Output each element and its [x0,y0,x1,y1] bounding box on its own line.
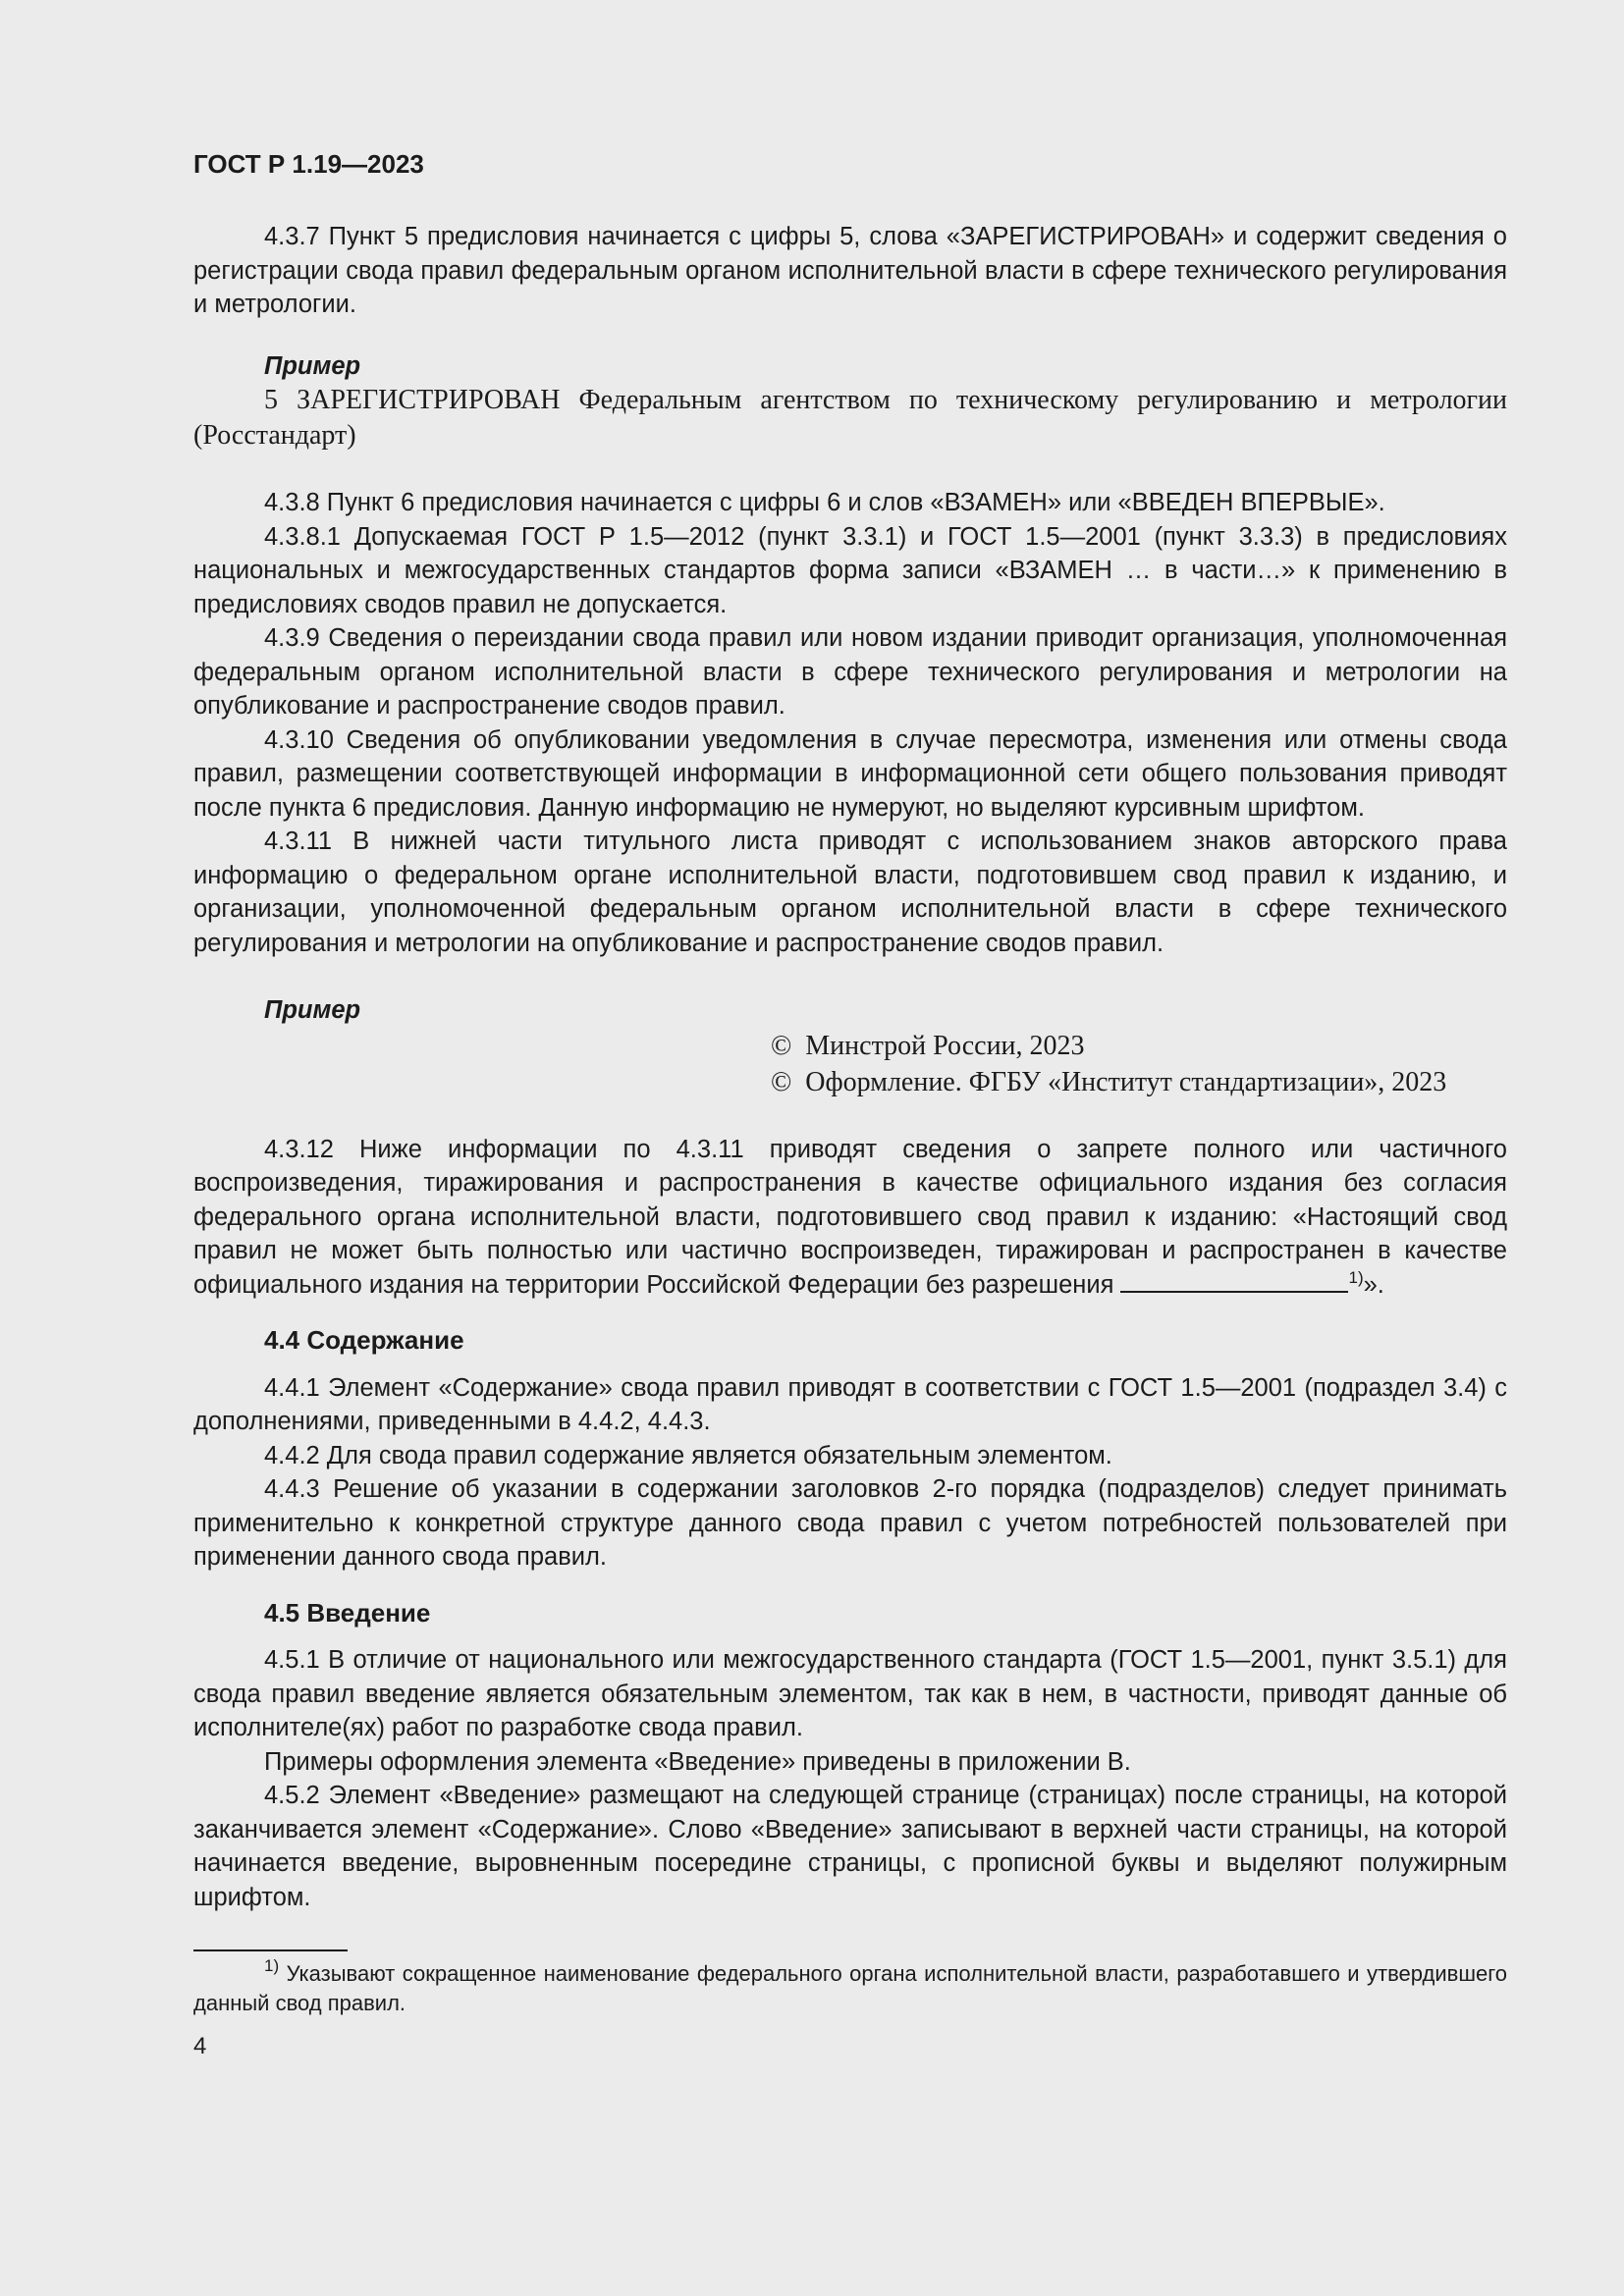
clause-4-3-8: 4.3.8 Пункт 6 предисловия начинается с цифры 6 и слов «ВЗАМЕН» или «ВВЕДЕН ВПЕРВЫЕ». [264,489,1385,516]
clause-4-4-1: 4.4.1 Элемент «Содержание» свода правил приводят в соответствии с ГОСТ 1.5—2001 (подраздел 3.4) с дополнениями, приведенными в 4.4.2, 4.4.3. [193,1373,1507,1435]
footnote-reference: 1) [1348,1267,1364,1287]
clause-4-5-1: 4.5.1 В отличие от национального или межгосударственного стандарта (ГОСТ 1.5—2001, пункт 3.5.1) для свода правил введение является обязательным элементом, так как в нем, в частности, приводят данные об исполнителе(ях) работ по разработке свода правил. [193,1646,1507,1741]
document-header: ГОСТ Р 1.19—2023 [193,149,424,179]
page-number: 4 [193,2033,207,2059]
footnote: $^{1)}$ Указывают сокращенное наименование федерального органа исполнительной власти, разработавшего и утвердившего данный свод правил. [193,1956,1507,2015]
section-title-4-4: 4.4 Содержание [264,1325,464,1355]
clause-4-3-7: 4.3.7 Пункт 5 предисловия начинается с цифры 5, слова «ЗАРЕГИСТРИРОВАН» и содержит сведения о регистрации свода правил федеральным органом исполнительной власти в сфере технического регулирования и метрологии. [193,223,1507,318]
clause-4-3-9: 4.3.9 Сведения о переиздании свода правил или новом издании приводит организация, уполномоченная федеральным органом исполнительной власти в сфере технического регулирования и метрологии на опубликование и распространение сводов правил. [193,624,1507,720]
clause-4-5-2: 4.5.2 Элемент «Введение» размещают на следующей странице (страницах) после страницы, на которой заканчивается элемент «Содержание». Слово «Введение» записывают в верхней части страницы, на которой начинается введение, выровненным посередине страницы, с прописной буквы и выделяют полужирным шрифтом. [193,1782,1507,1911]
clause-4-5-1-examples: Примеры оформления элемента «Введение» приведены в приложении В. [264,1747,1131,1776]
copyright-symbol: © [771,1030,792,1061]
clause-4-3-11: 4.3.11 В нижней части титульного листа приводят с использованием знаков авторского права информацию о федеральном органе исполнительной власти, подготовившем свод правил к изданию, и организации, уполномоченной федеральным органом исполнительной власти в сфере технического регулирования и метрологии на опубликование и распространение сводов правил. [193,828,1507,957]
copyright-block [193,1028,1507,1100]
clause-4-3-8-1: 4.3.8.1 Допускаемая ГОСТ Р 1.5—2012 (пункт 3.3.1) и ГОСТ 1.5—2001 (пункт 3.3.3) в предисловиях национальных и межгосударственных стандартов форма записи «ВЗАМЕН … в части…» к применению в предисловиях сводов правил не допускается. [193,522,1507,618]
footnote-mark: 1) [264,1956,280,1975]
clause-4-4-3: 4.4.3 Решение об указании в содержании заголовков 2-го порядка (подразделов) следует принимать применительно к конкретной структуре данного свода правил с учетом потребностей пользователей при применении данного свода правил. [193,1475,1507,1571]
clause-4-3-10: 4.3.10 Сведения об опубликовании уведомления в случае пересмотра, изменения или отмены свода правил, размещении соответствующей информации в информационной сети общего пользования приводят после пункта 6 предисловия. Данную информацию не нумеруют, но выделяют курсивным шрифтом. [193,725,1507,822]
copyright-symbol: © [771,1066,792,1097]
copyright-line-institute: © Оформление. ФГБУ «Институт стандартизации», 2023 [771,1066,1447,1097]
clause-4-3-12: 4.3.12 Ниже информации по 4.3.11 приводят сведения о запрете полного или частичного воспроизведения, тиражирования и распространения в качестве официального издания без согласия федерального органа исполнительной власти, подготовившего свод правил к изданию: «Настоящий свод правил не может быть полностью или частично воспроизведен, тиражирован и распространен в качестве официального издания на территории Российской Федерации без разрешения $^{1)}$». [193,1135,1507,1299]
section-title-4-5: 4.5 Введение [264,1597,431,1628]
document-page [193,147,1507,2061]
example-registration-text: 5 ЗАРЕГИСТРИРОВАН Федеральным агентством по техническому регулированию и метрологии (Росстандарт) [193,385,1507,451]
example-label-2: Пример [264,996,361,1024]
example-label: Пример [264,351,361,380]
copyright-line-ministry: © Минстрой России, 2023 [771,1030,1085,1061]
footnote-divider [193,1949,348,1951]
blank-fill-line [1120,1269,1348,1293]
clause-4-4-2: 4.4.2 Для свода правил содержание является обязательным элементом. [264,1441,1112,1469]
